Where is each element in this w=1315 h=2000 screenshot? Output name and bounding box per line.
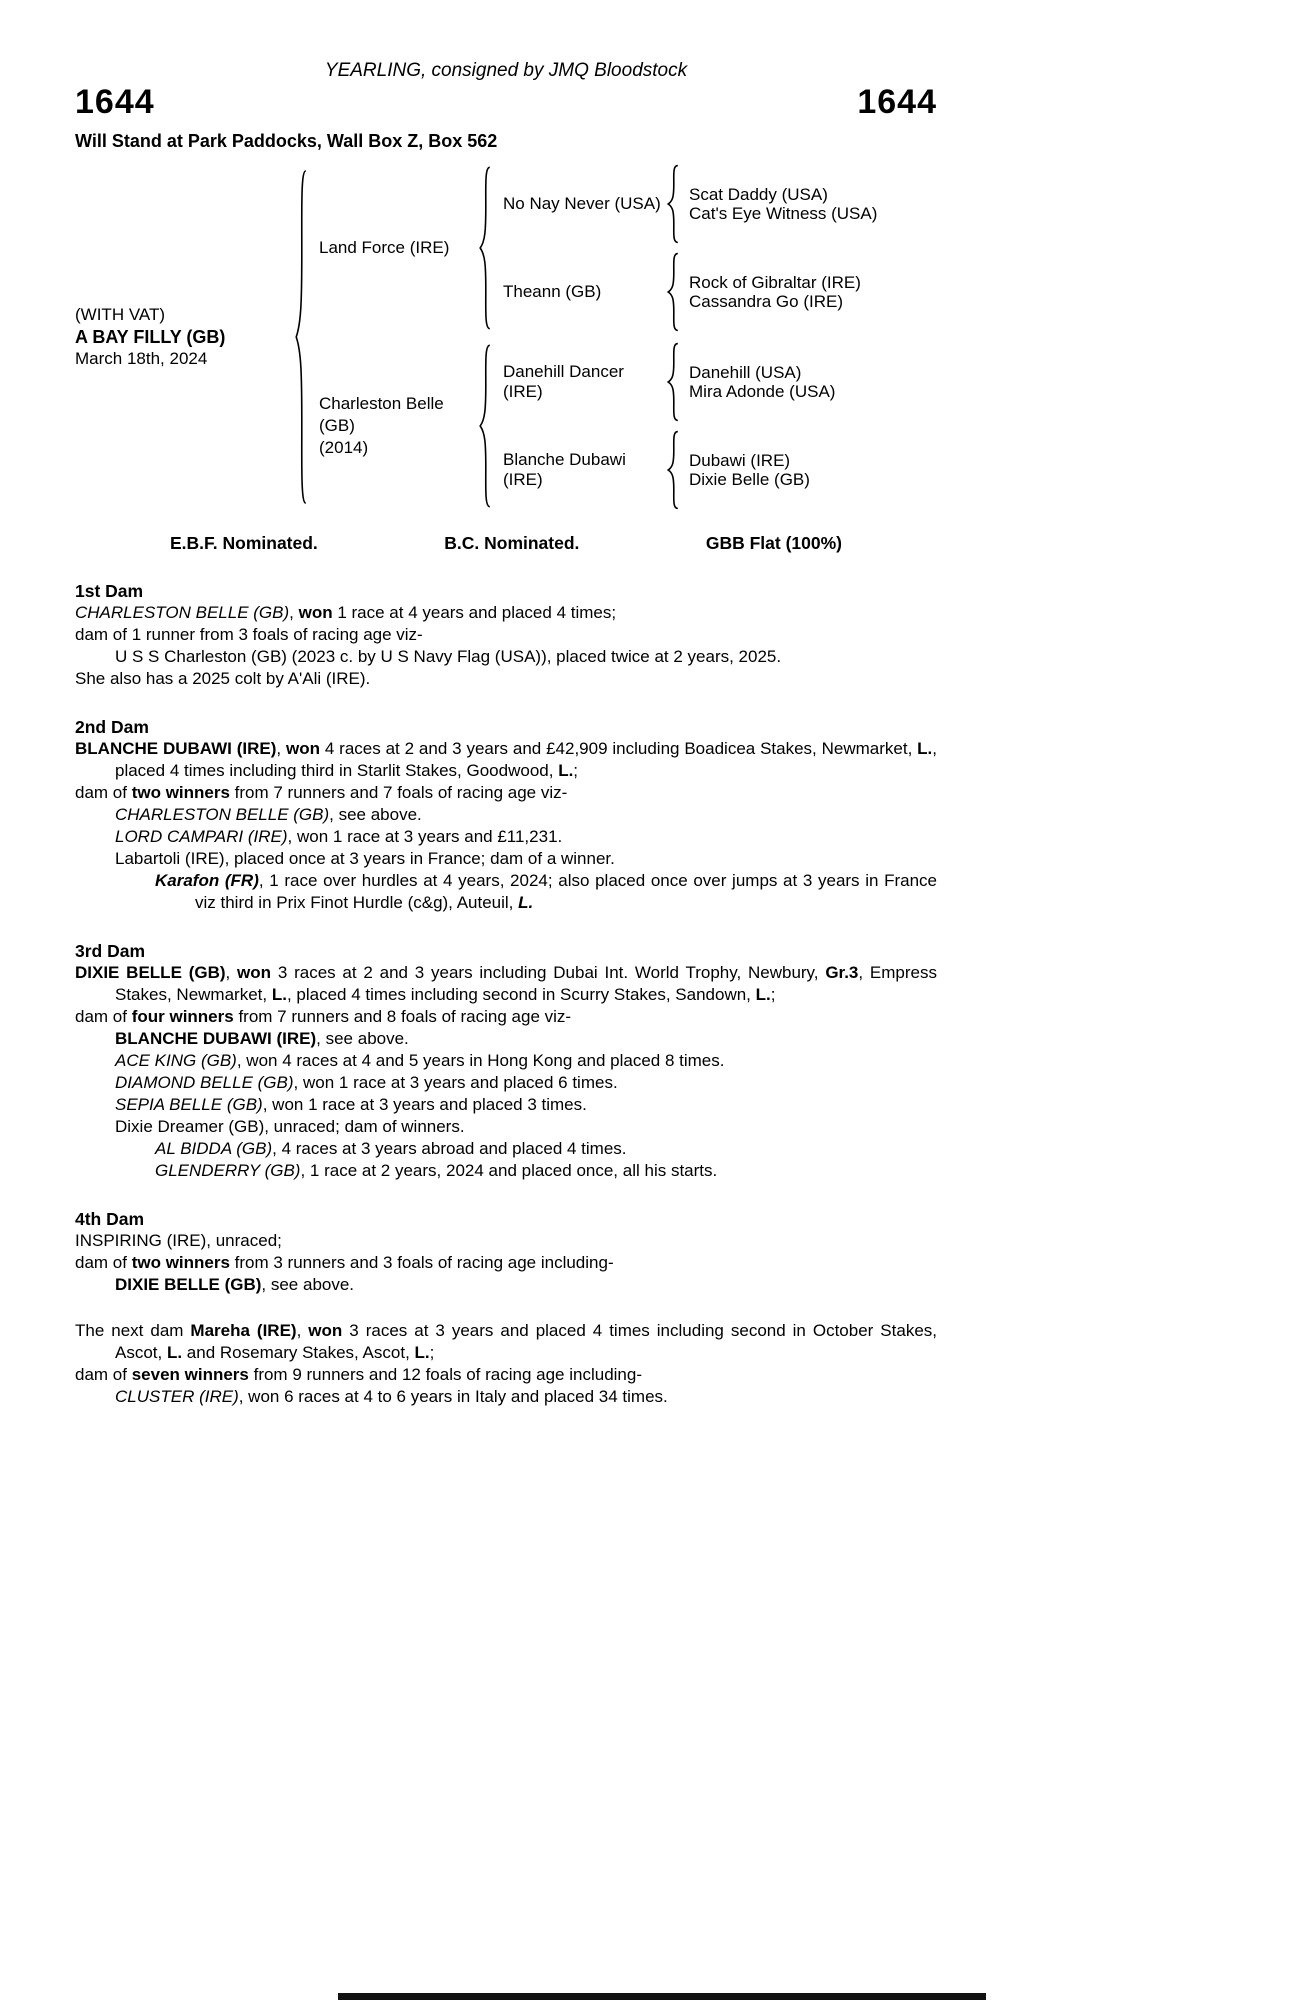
subject-foaling-date: March 18th, 2024 (75, 349, 208, 368)
ebf-nomination: E.B.F. Nominated. (170, 533, 318, 553)
text-run: dam of (75, 1007, 132, 1026)
text-run: two winners (131, 783, 230, 802)
great-grandparents (681, 273, 861, 311)
text-run: ; (573, 761, 579, 780)
text-run: dam of 1 runner from 3 foals of racing age viz- (75, 625, 423, 644)
bottom-edge-mark (338, 1993, 986, 2000)
text-run: from 7 runners and 8 foals of racing age viz- (233, 1007, 572, 1026)
pedigree-text-paragraph (75, 738, 937, 782)
text-run: , won 1 race at 3 years and placed 3 times. (262, 1095, 587, 1114)
text-run: , see above. (316, 1029, 409, 1048)
text-run: won (298, 603, 333, 622)
text-run: 3 races at 3 years and placed 4 times including second in October Stakes, Ascot, (115, 1321, 937, 1362)
text-run: L. (558, 761, 574, 780)
text-run: DIAMOND BELLE (GB) (115, 1073, 294, 1092)
dam-name (309, 393, 477, 459)
text-run: Mareha (IRE) (190, 1321, 297, 1340)
great-grandsire-name: Danehill (USA) (689, 363, 802, 382)
subject-name: A BAY FILLY (GB) (75, 327, 226, 347)
text-run: , won 1 race at 3 years and £11,231. (287, 827, 563, 846)
text-run: , placed 4 times including second in Scurry Stakes, Sandown, (286, 985, 756, 1004)
sire-name: Land Force (IRE) (319, 238, 450, 257)
text-run: dam of (75, 1365, 132, 1384)
text-run: 1 race at 4 years and placed 4 times; (332, 603, 617, 622)
catalogue-page (75, 0, 947, 1408)
pedigree-text-paragraph (75, 1364, 937, 1386)
stand-location: Will Stand at Park Paddocks, Wall Box Z, Box 562 (75, 131, 498, 151)
pedigree-text-paragraph (75, 848, 937, 870)
text-run: won (286, 739, 320, 758)
gbb-flat-note: GBB Flat (100%) (705, 533, 842, 553)
brace-icon (665, 430, 681, 510)
pedigree-text-paragraph (75, 870, 937, 914)
section-gap (75, 1296, 937, 1320)
grandsire-name: Danehill Dancer (IRE) (503, 362, 624, 401)
text-run: L. (518, 893, 534, 912)
brace-icon (665, 342, 681, 422)
pedigree-text-paragraph (75, 1006, 937, 1028)
dam-name-text: Charleston Belle (GB) (319, 394, 444, 435)
text-run: , 1 race at 2 years, 2024 and placed once, all his starts. (300, 1161, 718, 1180)
text-run: ACE KING (GB) (115, 1051, 237, 1070)
great-grandparents (681, 363, 835, 401)
great-granddam-name: Mira Adonde (USA) (689, 382, 836, 401)
great-granddam-name: Cassandra Go (IRE) (689, 292, 843, 311)
text-run: The next dam (75, 1321, 191, 1340)
pedigree-text-paragraph (75, 1252, 937, 1274)
text-run: from 3 runners and 3 foals of racing age including- (229, 1253, 614, 1272)
pedigree-text-paragraph (75, 1138, 937, 1160)
text-run: GLENDERRY (GB) (155, 1161, 301, 1180)
grandsire-group (493, 342, 955, 422)
section-heading: 3rd Dam (75, 941, 146, 961)
pedigree-generations (309, 164, 955, 510)
great-grandsire-name: Scat Daddy (USA) (689, 185, 828, 204)
text-run: dam of (75, 783, 132, 802)
pedigree-text-paragraph (75, 1072, 937, 1094)
dam-year: (2014) (319, 438, 369, 457)
text-run: dam of (75, 1253, 132, 1272)
text-run: L. (917, 739, 933, 758)
text-run: CHARLESTON BELLE (GB) (75, 603, 290, 622)
text-run: SEPIA BELLE (GB) (115, 1095, 263, 1114)
text-run: CLUSTER (IRE) (115, 1387, 239, 1406)
brace-icon (293, 164, 309, 510)
pedigree-text-paragraph (75, 1320, 937, 1364)
text-run: She also has a 2025 colt by A'Ali (IRE). (75, 669, 371, 688)
pedigree-text-paragraph (75, 1116, 937, 1138)
text-run: Dixie Dreamer (GB), unraced; dam of winners. (115, 1117, 465, 1136)
text-run: BLANCHE DUBAWI (IRE) (75, 739, 277, 758)
text-run: two winners (131, 1253, 230, 1272)
text-run: LORD CAMPARI (IRE) (115, 827, 288, 846)
pedigree-text-paragraph (75, 1028, 937, 1050)
granddam-name: Blanche Dubawi (IRE) (503, 450, 626, 489)
great-grandsire-name: Rock of Gibraltar (IRE) (689, 273, 861, 292)
text-run: Labartoli (IRE), placed once at 3 years in France; dam of a winner. (115, 849, 615, 868)
vat-note: (WITH VAT) (75, 305, 166, 324)
text-run: won (308, 1321, 343, 1340)
pedigree-text-paragraph (75, 782, 937, 804)
granddam-group (493, 430, 955, 510)
text-run: Karafon (FR) (155, 871, 259, 890)
great-grandsire-name: Dubawi (IRE) (689, 451, 791, 470)
text-run: BLANCHE DUBAWI (IRE) (115, 1029, 317, 1048)
text-run: , 4 races at 3 years abroad and placed 4 times. (272, 1139, 627, 1158)
pedigree-text-paragraph (75, 624, 937, 646)
granddam-group (493, 252, 955, 332)
text-run: , (289, 603, 299, 622)
pedigree-text-paragraph (75, 1094, 937, 1116)
text-run: , 1 race over hurdles at 4 years, 2024; also placed once over jumps at 3 years in France viz third in Prix Finot Hurdle (c&g), Auteuil, (195, 871, 937, 912)
brace-icon (665, 252, 681, 332)
text-run: DIXIE BELLE (GB) (75, 963, 226, 982)
pedigree-text-paragraph (75, 1230, 937, 1252)
bc-nomination: B.C. Nominated. (444, 533, 580, 553)
brace-icon (477, 164, 493, 332)
great-grandparents (681, 451, 810, 489)
text-run: from 9 runners and 12 foals of racing age including- (248, 1365, 642, 1384)
pedigree-text-paragraph (75, 668, 937, 690)
text-run: , see above. (329, 805, 422, 824)
text-run: INSPIRING (IRE), unraced; (75, 1231, 282, 1250)
text-run: CHARLESTON BELLE (GB) (115, 805, 330, 824)
text-run: , Empress Stakes, Newmarket, (115, 963, 937, 1004)
pedigree-text-paragraph (75, 1274, 937, 1296)
dam-sections (75, 580, 937, 1408)
text-run: , won 4 races at 4 and 5 years in Hong Kong and placed 8 times. (236, 1051, 725, 1070)
text-run: , (225, 963, 238, 982)
section-heading: 1st Dam (75, 581, 144, 601)
section-heading: 4th Dam (75, 1209, 145, 1229)
text-run: ; (770, 985, 776, 1004)
text-run: , see above. (261, 1275, 355, 1294)
text-run: L. (755, 985, 771, 1004)
pedigree-text-paragraph (75, 804, 937, 826)
text-run: , won 6 races at 4 to 6 years in Italy and placed 34 times. (238, 1387, 668, 1406)
text-run: 3 races at 2 and 3 years including Dubai Int. World Trophy, Newbury, (271, 963, 826, 982)
pedigree-text-paragraph (75, 1050, 937, 1072)
text-run: L. (271, 985, 287, 1004)
text-run: U S S Charleston (GB) (2023 c. by U S Navy Flag (USA)), placed twice at 2 years, 2025. (115, 647, 782, 666)
granddam-name: Theann (GB) (503, 282, 602, 301)
text-run: , placed 4 times including third in Starlit Stakes, Goodwood, (115, 739, 938, 780)
text-run: 4 races at 2 and 3 years and £42,909 including Boadicea Stakes, Newmarket, (320, 739, 918, 758)
text-run: AL BIDDA (GB) (155, 1139, 273, 1158)
dam-grandparents (493, 342, 955, 510)
pedigree-text-paragraph (75, 602, 937, 624)
pedigree-text-paragraph (75, 1160, 937, 1182)
text-run: L. (414, 1343, 430, 1362)
pedigree-text-paragraph (75, 826, 937, 848)
brace-icon (477, 342, 493, 510)
text-run: , (296, 1321, 309, 1340)
pedigree-text-paragraph (75, 646, 937, 668)
brace-icon (665, 164, 681, 244)
pedigree-text-paragraph (75, 962, 937, 1006)
text-run: from 7 runners and 7 foals of racing age viz- (229, 783, 568, 802)
consignment-line: YEARLING, consigned by JMQ Bloodstock (324, 60, 688, 81)
text-run: ; (429, 1343, 435, 1362)
grandsire-group (493, 164, 955, 244)
lot-number-left: 1644 (75, 83, 155, 121)
section-heading: 2nd Dam (75, 717, 149, 737)
text-run: L. (166, 1343, 183, 1362)
nominations-row (170, 532, 842, 554)
great-grandparents (681, 185, 877, 223)
text-run: won (237, 963, 272, 982)
text-run: four winners (131, 1007, 234, 1026)
pedigree-tree (75, 164, 955, 510)
text-run: , (276, 739, 286, 758)
dam-branch (309, 342, 955, 510)
great-granddam-name: Dixie Belle (GB) (689, 470, 810, 489)
lot-number-right: 1644 (857, 83, 937, 121)
grandsire-name: No Nay Never (USA) (503, 194, 661, 213)
subject-block (75, 304, 293, 370)
text-run: seven winners (131, 1365, 249, 1384)
sire-grandparents (493, 164, 955, 332)
great-granddam-name: Cat's Eye Witness (USA) (689, 204, 878, 223)
text-run: and Rosemary Stakes, Ascot, (182, 1343, 415, 1362)
sire-branch (309, 164, 955, 332)
pedigree-text-paragraph (75, 1386, 937, 1408)
lot-number-row (75, 84, 937, 120)
text-run: Gr.3 (825, 963, 859, 982)
text-run: , won 1 race at 3 years and placed 6 times. (293, 1073, 618, 1092)
text-run: DIXIE BELLE (GB) (115, 1275, 262, 1294)
